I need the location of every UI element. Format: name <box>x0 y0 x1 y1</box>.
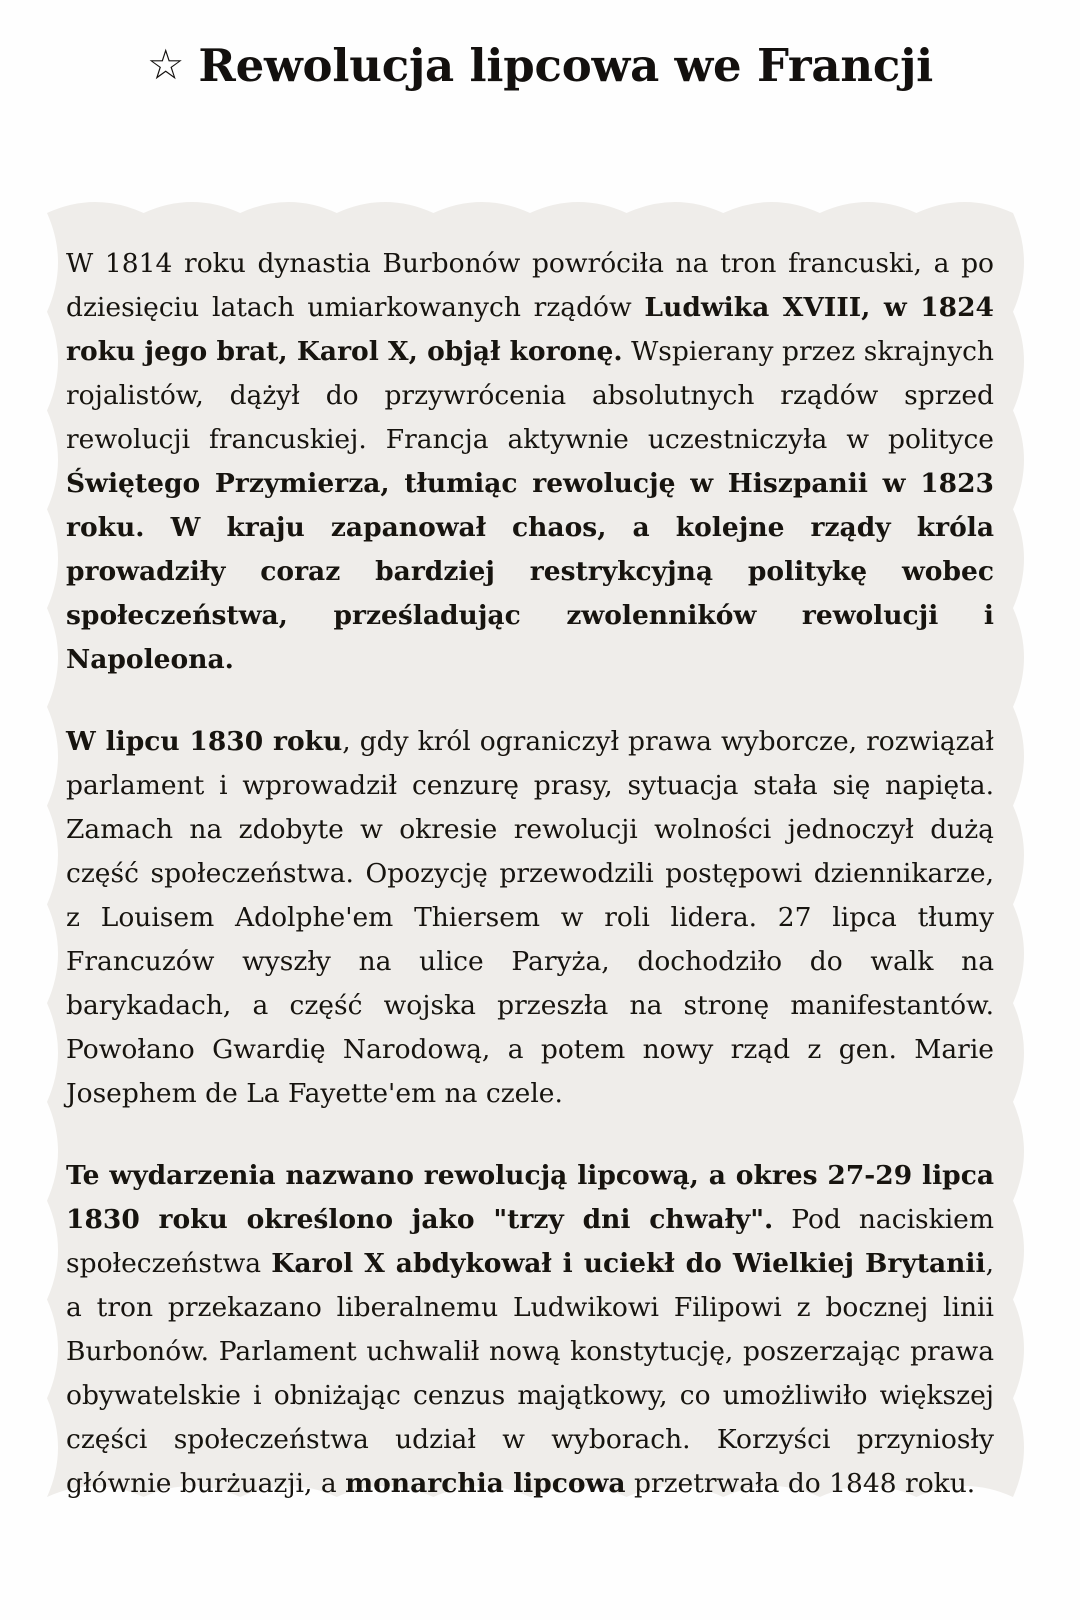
paragraph-3-run-4: monarchia lipcowa <box>345 1468 626 1499</box>
paragraph-1-run-2: Wspierany przez skrajnych rojalistów, dążył do przywrócenia absolutnych rządów sprzed rewolucji francuskiej. Francja aktywnie uczestniczyła w polityce <box>66 336 995 455</box>
paragraph-3-run-5: przetrwała do 1848 roku. <box>625 1468 976 1499</box>
paragraph-3-run-2: Karol X abdykował i uciekł do Wielkiej Brytanii <box>271 1248 986 1279</box>
paragraph-1 <box>66 242 994 682</box>
paragraph-3-run-3: , a tron przekazano liberalnemu Ludwikowi Filipowi z bocznej linii Burbonów. Parlament uchwalił nową konstytucję, poszerzając prawa obywatelskie i obniżając cenzus majątkowy, co umożliwiło większej części społeczeństwa udział w wyborach. Korzyści przyniosły głównie burżuazji, a <box>66 1248 995 1499</box>
article-card <box>36 202 1024 1508</box>
paragraph-3-run-1: Pod naciskiem społeczeństwa <box>66 1204 994 1279</box>
paragraph-2 <box>66 720 994 1116</box>
paragraph-1-run-3: Świętego Przymierza, tłumiąc rewolucję w Hiszpanii w 1823 roku. W kraju zapanował chaos, a kolejne rządy króla prowadziły coraz bardziej restrykcyjną politykę wobec społeczeństwa, prześladując zwolenników rewolucji i Napoleona. <box>66 468 994 675</box>
page-title-text: Rewolucja lipcowa we Francji <box>198 39 934 92</box>
star-icon: ☆ <box>146 40 185 89</box>
paragraph-3 <box>66 1154 994 1506</box>
paragraph-3-run-0: Te wydarzenia nazwano rewolucją lipcową, a okres 27-29 lipca 1830 roku określono jako "trzy dni chwały". <box>66 1160 994 1235</box>
paragraph-1-run-1: Ludwika XVIII, w 1824 roku jego brat, Karol X, objął koronę. <box>66 292 994 367</box>
page-title <box>0 0 1080 92</box>
paragraph-2-run-0: W lipcu 1830 roku <box>66 726 343 757</box>
paragraph-2-run-1: , gdy król ograniczył prawa wyborcze, rozwiązał parlament i wprowadził cenzurę prasy, sytuacja stała się napięta. Zamach na zdobyte w okresie rewolucji wolności jednoczył dużą część społeczeństwa. Opozycję przewodzili postępowi dziennikarze, z Louisem Adolphe'em Thiersem w roli lidera. 27 lipca tłumy Francuzów wyszły na ulice Paryża, dochodziło do walk na barykadach, a część wojska przeszła na stronę manifestantów. Powołano Gwardię Narodową, a potem nowy rząd z gen. Marie Josephem de La Fayette'em na czele. <box>66 726 994 1109</box>
paragraph-1-run-0: W 1814 roku dynastia Burbonów powróciła na tron francuski, a po dziesięciu latach umiarkowanych rządów <box>66 248 994 323</box>
article-body <box>66 242 995 1499</box>
